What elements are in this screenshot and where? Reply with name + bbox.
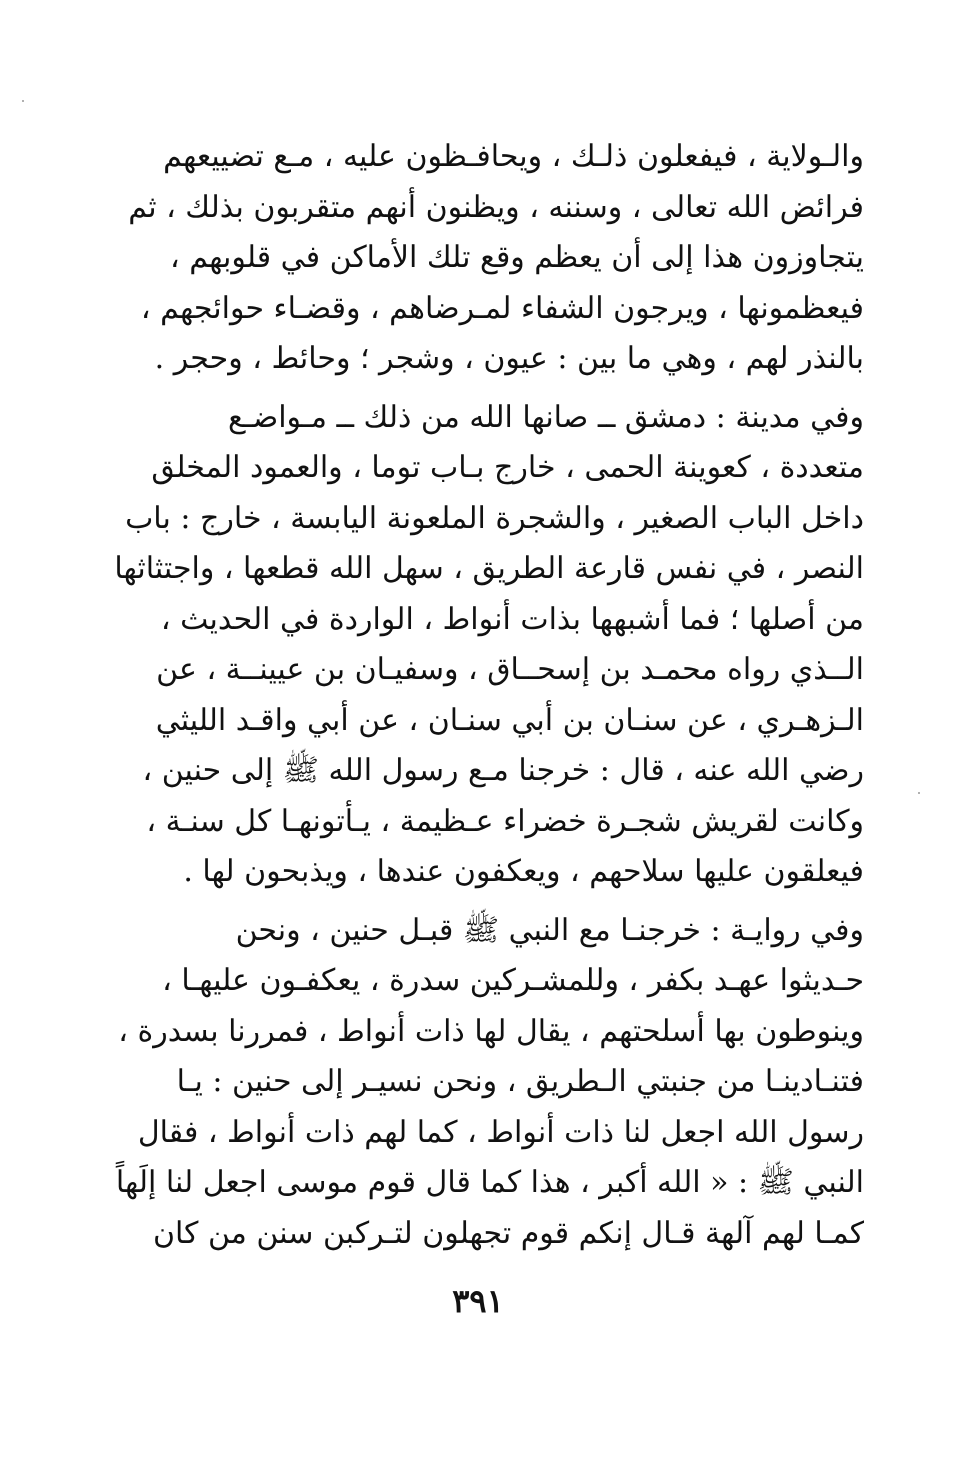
text-line: من أصلها ؛ فما أشبهها بذات أنواط ، الواردة في الحديث ، bbox=[160, 601, 864, 637]
text-line: يتجاوزون هذا إلى أن يعظم وقع تلك الأماكن في قلوبهم ، bbox=[170, 240, 864, 275]
text-line: وينوطون بها أسلحتهم ، يقال لها ذات أنواط ، فمررنا بسدرة ، bbox=[118, 1013, 864, 1049]
text-line: وفي مدينة : دمشق ــ صانها الله من ذلك ــ مـواضـع bbox=[227, 399, 864, 435]
text-line: فيعظمونها ، ويرجون الشفاء لمـرضاهم ، وقضـاء حوائجهم ، bbox=[140, 290, 864, 326]
text-line: كمـا لهم آلهة قـال إنكم قوم تجهلون لتـركبن سنن من كان bbox=[152, 1215, 864, 1251]
text-line: فرائض الله تعالى ، وسننه ، ويظنون أنهم متقربون بذلك ، ثم bbox=[128, 189, 864, 225]
text-line: فيعلقون عليها سلاحهم ، ويعكفون عندها ، ويذبحون لها . bbox=[183, 854, 864, 889]
text-line: الـزهـري ، عن سنـان بن أبي سنـان ، عن أبي واقـد الليثي bbox=[155, 702, 864, 738]
text-line: والـولاية ، فيفعلون ذلـك ، ويحافـظون عليه ، مـع تضييعهم bbox=[163, 139, 864, 174]
paragraph-2 bbox=[112, 393, 864, 898]
main-text bbox=[112, 132, 864, 1259]
page-number: ٣٩١ bbox=[452, 1282, 504, 1320]
text-line: رسول الله اجعل لنا ذات أنواط ، كما لهم ذات أنواط ، فقال bbox=[137, 1114, 864, 1150]
margin-speck bbox=[918, 792, 920, 794]
text-line: وكانت لقريش شجـرة خضراء عـظيمة ، يـأتونهـا كل سنـة ، bbox=[146, 803, 864, 839]
paragraph-spacer bbox=[112, 385, 864, 393]
paragraph-spacer bbox=[112, 898, 864, 906]
text-line: الــذي رواه محمـد بن إسحــاق ، وسفيـان بن عيينــة ، عن bbox=[156, 652, 864, 687]
text-line: حـديثوا عهـد بكفر ، وللمشـركين سدرة ، يعكفـون عليهـا ، bbox=[162, 963, 864, 998]
text-line: رضي الله عنه ، قال : خرجنا مـع رسول الله ﷺ إلى حنين ، bbox=[142, 753, 864, 788]
text-line: وفي روايـة : خرجنـا مع النبي ﷺ قبـل حنين ، ونحن bbox=[235, 912, 864, 948]
margin-speck bbox=[22, 100, 24, 102]
text-line: النبي ﷺ : « الله أكبر ، هذا كما قال قوم موسى اجعل لنا إلَهاً bbox=[115, 1165, 864, 1200]
text-line: متعددة ، كعوينة الحمى ، خارج بـاب توما ، والعمود المخلق bbox=[151, 450, 864, 485]
paragraph-1 bbox=[112, 132, 864, 385]
text-line: داخل الباب الصغير ، والشجرة الملعونة اليابسة ، خارج : باب bbox=[125, 500, 864, 536]
text-line: بالنذر لهم ، وهي ما بين : عيون ، وشجر ؛ وحائط ، وحجر . bbox=[154, 341, 864, 376]
text-line: فتنـادينـا من جنبتي الـطريق ، ونحن نسيـر إلى حنين : يـا bbox=[176, 1064, 864, 1099]
paragraph-3 bbox=[112, 906, 864, 1260]
text-line: النصر ، في نفس قارعة الطريق ، سهل الله قطعها ، واجتثاثها bbox=[114, 551, 864, 586]
